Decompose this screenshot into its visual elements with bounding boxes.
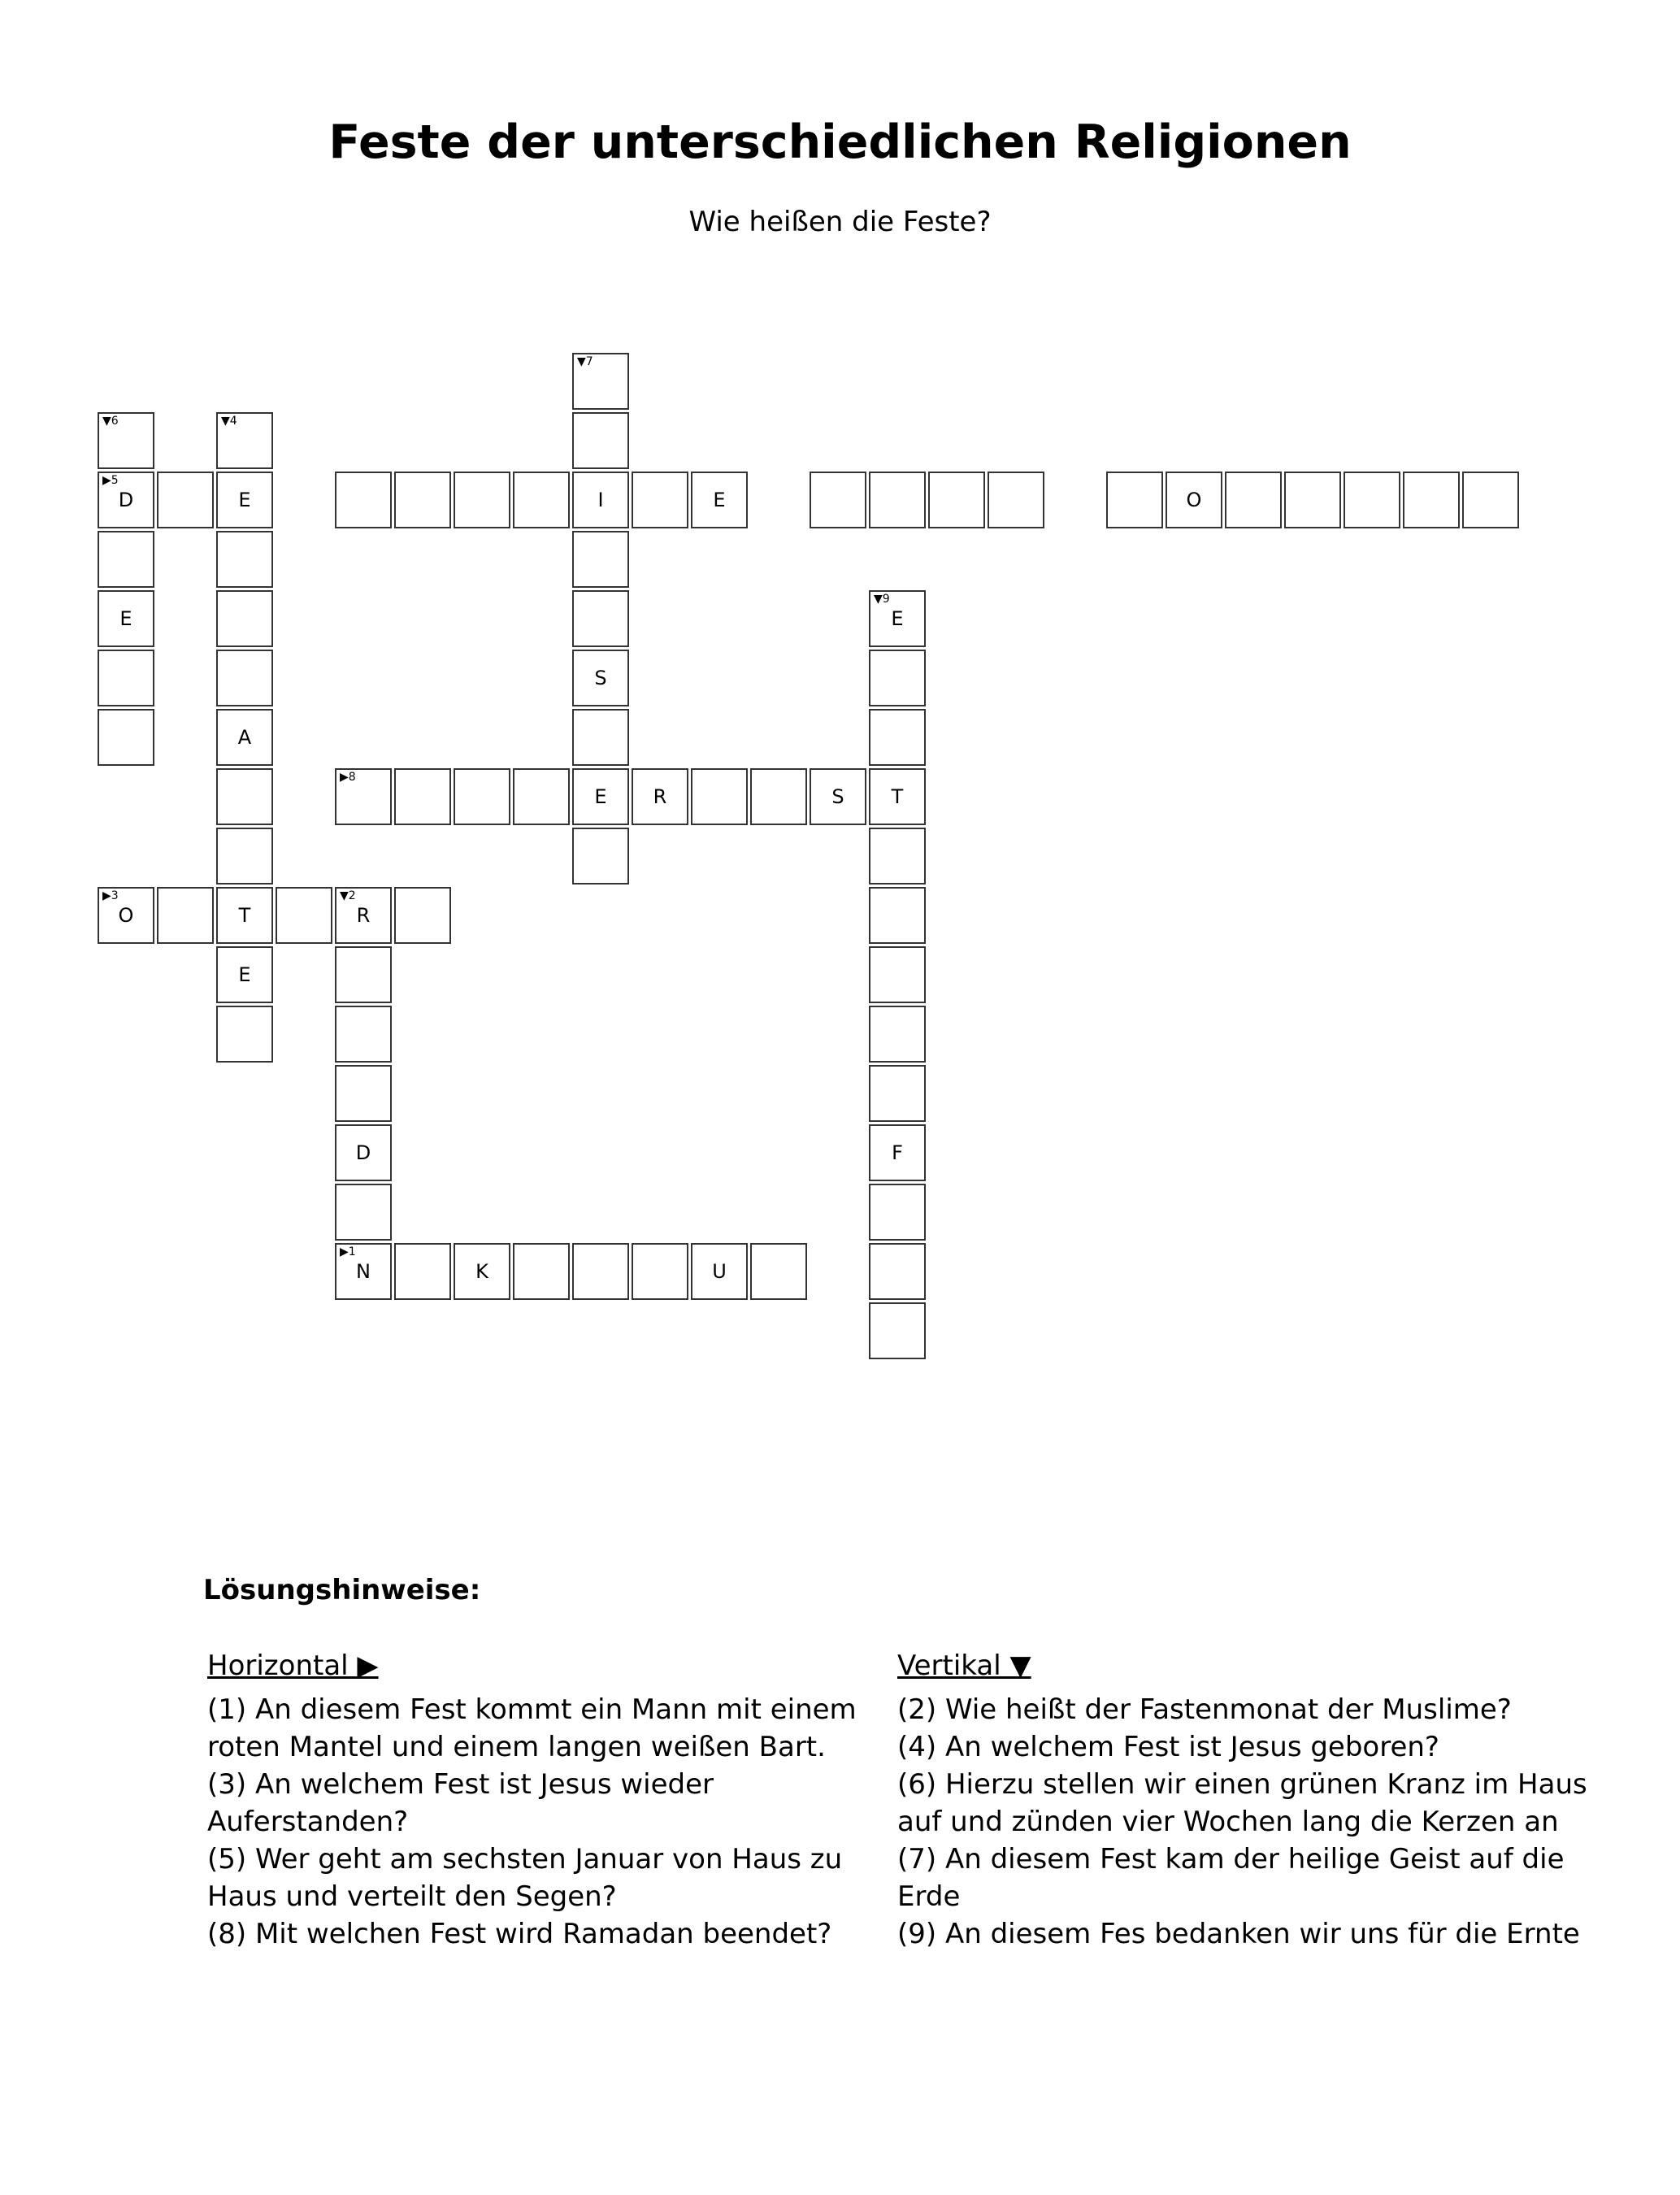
grid-cell[interactable] [691,1243,748,1300]
horizontal-clues [207,1647,874,1953]
cell-letter [455,770,509,824]
cell-letter [99,651,153,705]
cell-letter [870,829,924,883]
grid-cell[interactable] [513,768,570,825]
grid-cell[interactable] [216,946,273,1003]
grid-cell[interactable] [335,1006,392,1063]
cell-letter [633,473,687,527]
cell-letter: K [475,1260,488,1283]
cell-letter [752,770,805,824]
cell-letter [870,1067,924,1120]
cell-letter [218,651,271,705]
cell-letter [455,473,509,527]
grid-cell[interactable] [335,472,392,528]
cell-letter: E [238,963,251,986]
clue-down-9: (9) An diesem Fes bedanken wir uns für die Ernte [897,1918,1580,1950]
cell-letter: T [891,785,904,808]
cell-letter [218,414,271,467]
cell-letter [277,889,331,942]
grid-cell[interactable] [869,828,926,885]
cell-letter [99,711,153,764]
grid-cell[interactable] [216,531,273,588]
cell-letter [574,592,627,645]
grid-cell[interactable] [572,828,629,885]
grid-cell[interactable] [216,1006,273,1063]
vertical-clues [897,1647,1596,1953]
clue-down-6: (6) Hierzu stellen wir einen grünen Kranz im Haus auf und zünden vier Wochen lang die Kerzen an [897,1768,1587,1838]
grid-cell[interactable] [869,1065,926,1122]
clue-number-down: ▼4 [221,415,237,428]
page-title: Feste der unterschiedlichen Religionen [328,115,1352,169]
grid-cell[interactable] [335,1124,392,1181]
grid-cell[interactable] [216,650,273,706]
grid-cell[interactable] [869,650,926,706]
cell-letter [930,473,983,527]
grid-cell[interactable] [869,1302,926,1359]
grid-cell[interactable] [750,768,807,825]
cell-letter: E [713,489,726,511]
grid-cell[interactable] [394,1243,451,1300]
cell-letter [514,473,568,527]
grid-cell[interactable] [988,472,1044,528]
grid-cell[interactable] [157,887,214,944]
cell-letter [574,414,627,467]
grid-cell[interactable] [750,1243,807,1300]
cell-letter [218,1007,271,1061]
grid-cell[interactable] [335,1065,392,1122]
grid-cell[interactable] [1166,472,1222,528]
cell-letter [811,473,865,527]
cell-letter [989,473,1043,527]
cell-letter [870,948,924,1002]
grid-cell[interactable] [98,590,154,647]
cell-letter [396,770,449,824]
cell-letter [574,354,627,408]
cell-letter [514,770,568,824]
cell-letter [870,1304,924,1358]
cell-letter [870,473,924,527]
cell-letter [1108,473,1161,527]
grid-cell[interactable] [394,768,451,825]
grid-cell[interactable] [1106,472,1163,528]
grid-cell[interactable] [869,1243,926,1300]
horizontal-heading: Horizontal ▶ [207,1650,379,1682]
grid-cell[interactable] [572,531,629,588]
cell-letter [574,532,627,586]
grid-cell[interactable] [869,768,926,825]
cell-letter [870,651,924,705]
grid-cell[interactable] [632,1243,688,1300]
cell-letter: D [355,1141,371,1164]
grid-cell[interactable] [216,472,273,528]
cell-letter [336,948,390,1002]
grid-cell[interactable] [572,353,629,410]
clue-number-across: ▶5 [102,474,119,487]
clue-down-7: (7) An diesem Fest kam der heilige Geist auf die Erde [897,1843,1565,1913]
grid-cell[interactable] [691,472,748,528]
grid-cell[interactable] [572,590,629,647]
grid-cell[interactable] [454,472,510,528]
cell-letter: I [597,489,604,511]
grid-cell[interactable] [572,650,629,706]
grid-cell[interactable] [335,1243,392,1300]
grid-cell[interactable] [454,1243,510,1300]
cell-letter [99,414,153,467]
cell-letter [1286,473,1339,527]
grid-cell[interactable] [572,1243,629,1300]
clue-down-2: (2) Wie heißt der Fastenmonat der Muslime? [897,1693,1512,1726]
cell-letter [396,473,449,527]
cell-letter [574,829,627,883]
grid-cell[interactable] [216,412,273,469]
cell-letter [514,1245,568,1298]
grid-cell[interactable] [869,887,926,944]
cell-letter [870,1185,924,1239]
cell-letter [218,592,271,645]
cell-letter [1345,473,1399,527]
grid-cell[interactable] [394,472,451,528]
cell-letter [1464,473,1517,527]
grid-cell[interactable] [98,887,154,944]
cell-letter: O [118,904,134,927]
cell-letter: E [594,785,607,808]
cell-letter: S [831,785,844,808]
cell-letter: S [594,667,607,689]
grid-cell[interactable] [691,768,748,825]
cell-letter [870,889,924,942]
grid-cell[interactable] [1462,472,1519,528]
grid-cell[interactable] [632,472,688,528]
clue-number-down: ▼9 [874,593,890,606]
cell-letter [218,829,271,883]
grid-cell[interactable] [335,946,392,1003]
grid-cell[interactable] [572,709,629,766]
grid-cell[interactable] [869,1006,926,1063]
cell-letter [574,711,627,764]
cell-letter [633,1245,687,1298]
clue-number-down: ▼6 [102,415,119,428]
grid-cell[interactable] [1344,472,1400,528]
cell-letter [336,1007,390,1061]
cell-letter: O [1186,489,1202,511]
cell-letter [336,1185,390,1239]
vertical-heading: Vertikal ▼ [897,1650,1031,1682]
grid-cell[interactable] [216,768,273,825]
cell-letter [574,1245,627,1298]
cell-letter [158,473,212,527]
grid-cell[interactable] [216,590,273,647]
grid-cell[interactable] [869,1184,926,1241]
cell-letter: E [119,607,132,630]
cell-letter [752,1245,805,1298]
grid-cell[interactable] [335,1184,392,1241]
grid-cell[interactable] [1284,472,1341,528]
grid-cell[interactable] [572,472,629,528]
cell-letter: A [237,726,252,749]
cell-letter: R [653,785,667,808]
clue-number-across: ▶3 [102,889,119,902]
grid-cell[interactable] [335,887,392,944]
grid-cell[interactable] [216,828,273,885]
cell-letter [336,770,390,824]
page-subtitle: Wie heißen die Feste? [688,206,992,238]
grid-cell[interactable] [572,768,629,825]
cell-letter: T [238,904,251,927]
grid-cell[interactable] [513,1243,570,1300]
grid-cell[interactable] [572,412,629,469]
grid-cell[interactable] [157,472,214,528]
grid-cell[interactable] [335,768,392,825]
grid-cell[interactable] [869,709,926,766]
grid-cell[interactable] [869,1124,926,1181]
cell-letter [99,532,153,586]
cell-letter: E [891,607,904,630]
grid-cell[interactable] [98,531,154,588]
cell-letter [396,1245,449,1298]
cell-letter [218,532,271,586]
grid-cell[interactable] [632,768,688,825]
clue-across-8: (8) Mit welchen Fest wird Ramadan beendet? [207,1918,832,1950]
hints-heading: Lösungshinweise: [203,1574,481,1606]
grid-cell[interactable] [276,887,332,944]
grid-cell[interactable] [98,472,154,528]
cell-letter [396,889,449,942]
grid-cell[interactable] [216,709,273,766]
clue-across-1: (1) An diesem Fest kommt ein Mann mit einem roten Mantel und einem langen weißen Bart. [207,1693,857,1763]
clue-number-down: ▼2 [340,889,356,902]
clue-across-5: (5) Wer geht am sechsten Januar von Haus zu Haus und verteilt den Segen? [207,1843,843,1913]
grid-cell[interactable] [513,472,570,528]
grid-cell[interactable] [216,887,273,944]
grid-cell[interactable] [869,472,926,528]
grid-cell[interactable] [810,768,866,825]
grid-cell[interactable] [394,887,451,944]
grid-cell[interactable] [928,472,985,528]
grid-cell[interactable] [98,650,154,706]
cell-letter [218,770,271,824]
cell-letter [692,770,746,824]
cell-letter: U [712,1260,727,1283]
grid-cell[interactable] [869,590,926,647]
clue-number-down: ▼7 [577,355,593,368]
cell-letter [1404,473,1458,527]
clue-number-across: ▶1 [340,1245,356,1258]
cell-letter: D [118,489,134,511]
cell-letter: E [238,489,251,511]
clue-number-across: ▶8 [340,771,356,784]
clue-across-3: (3) An welchem Fest ist Jesus wieder Auferstanden? [207,1768,714,1838]
grid-cell[interactable] [869,946,926,1003]
cell-letter: R [356,904,371,927]
clue-down-4: (4) An welchem Fest ist Jesus geboren? [897,1731,1439,1763]
grid-cell[interactable] [98,709,154,766]
cell-letter [870,1007,924,1061]
grid-cell[interactable] [810,472,866,528]
cell-letter [158,889,212,942]
cell-letter [1226,473,1280,527]
cell-letter [870,711,924,764]
grid-cell[interactable] [98,412,154,469]
cell-letter [336,1067,390,1120]
cell-letter [336,473,390,527]
grid-cell[interactable] [1225,472,1282,528]
cell-letter: F [892,1141,903,1164]
grid-cell[interactable] [1403,472,1460,528]
grid-cell[interactable] [454,768,510,825]
cell-letter: N [356,1260,371,1283]
cell-letter [870,1245,924,1298]
